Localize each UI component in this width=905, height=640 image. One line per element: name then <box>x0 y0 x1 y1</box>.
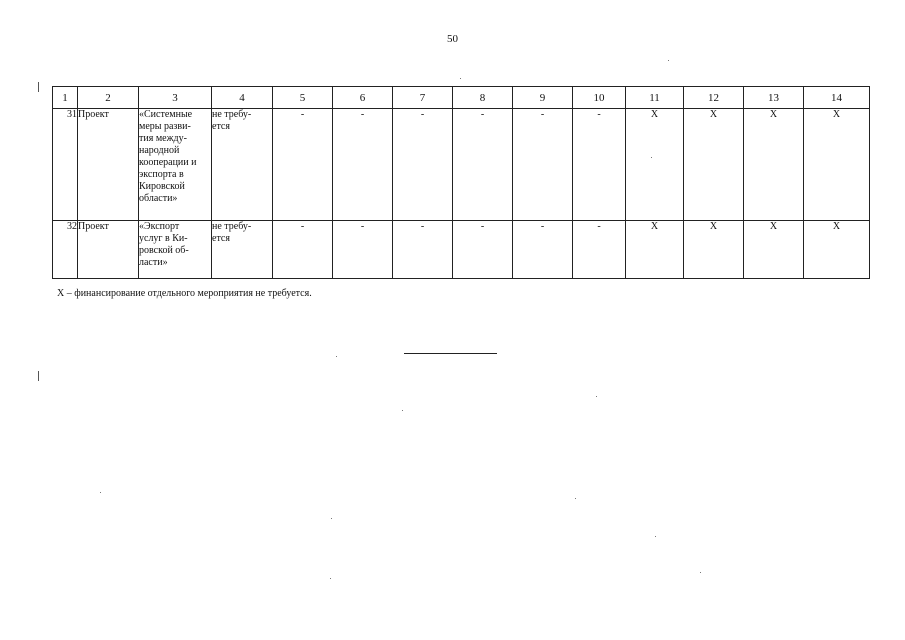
column-header: 6 <box>333 87 393 109</box>
name-line: «Системные <box>139 109 193 120</box>
x-mark-cell: X <box>626 109 684 221</box>
data-table <box>52 86 870 279</box>
name-line: ровской об- <box>139 245 189 256</box>
name-line: области» <box>139 193 178 204</box>
financing-line: ется <box>212 121 230 132</box>
row-financing <box>212 109 273 221</box>
page-number: 50 <box>447 33 458 45</box>
scan-speck <box>402 410 403 411</box>
x-mark-cell: X <box>684 221 744 279</box>
name-line: тия между- <box>139 133 187 144</box>
financing-line: ется <box>212 233 230 244</box>
column-header: 10 <box>573 87 626 109</box>
column-header: 5 <box>273 87 333 109</box>
column-header: 4 <box>212 87 273 109</box>
scan-speck <box>100 492 101 493</box>
dash-cell: - <box>273 109 333 221</box>
row-number: 31 <box>53 109 78 221</box>
name-line: кооперации и <box>139 157 197 168</box>
scan-speck <box>330 578 331 579</box>
dash-cell: - <box>573 221 626 279</box>
financing-line: не требу- <box>212 221 252 232</box>
table-row <box>53 221 870 279</box>
column-header: 3 <box>139 87 212 109</box>
scan-speck <box>460 78 461 79</box>
column-header: 13 <box>744 87 804 109</box>
scan-speck <box>700 572 701 573</box>
x-mark-cell: X <box>804 221 870 279</box>
scan-speck <box>668 60 669 61</box>
dash-cell: - <box>393 221 453 279</box>
dash-cell: - <box>273 221 333 279</box>
name-line: ласти» <box>139 257 168 268</box>
footnote: Х – финансирование отдельного мероприятия не требуется. <box>57 288 312 299</box>
name-line: услуг в Ки- <box>139 233 188 244</box>
dash-cell: - <box>453 221 513 279</box>
column-header: 9 <box>513 87 573 109</box>
name-line: меры разви- <box>139 121 191 132</box>
dash-cell: - <box>573 109 626 221</box>
column-header: 2 <box>78 87 139 109</box>
x-mark-cell: X <box>684 109 744 221</box>
dash-cell: - <box>513 221 573 279</box>
column-header: 8 <box>453 87 513 109</box>
financing-line: не требу- <box>212 109 252 120</box>
name-line: экспорта в <box>139 169 184 180</box>
dash-cell: - <box>513 109 573 221</box>
scan-speck <box>331 518 332 519</box>
dash-cell: - <box>333 221 393 279</box>
column-header: 14 <box>804 87 870 109</box>
data-table-container <box>52 86 870 279</box>
dash-cell: - <box>333 109 393 221</box>
table-header-row <box>53 87 870 109</box>
x-mark-cell: X <box>744 221 804 279</box>
scan-speck <box>655 536 656 537</box>
name-line: «Экспорт <box>139 221 180 232</box>
column-header: 1 <box>53 87 78 109</box>
scan-speck <box>575 498 576 499</box>
column-header: 7 <box>393 87 453 109</box>
table-row <box>53 109 870 221</box>
margin-mark <box>38 371 39 381</box>
row-number: 32 <box>53 221 78 279</box>
margin-mark <box>38 82 39 92</box>
name-line: народной <box>139 145 180 156</box>
x-mark-cell: X <box>744 109 804 221</box>
row-name <box>139 221 212 279</box>
dash-cell: - <box>453 109 513 221</box>
x-mark-cell: X <box>804 109 870 221</box>
row-type: Проект <box>78 109 139 221</box>
row-name <box>139 109 212 221</box>
row-financing <box>212 221 273 279</box>
scan-speck <box>336 356 337 357</box>
column-header: 11 <box>626 87 684 109</box>
scan-speck <box>651 157 652 158</box>
x-mark-cell: X <box>626 221 684 279</box>
name-line: Кировской <box>139 181 185 192</box>
dash-cell: - <box>393 109 453 221</box>
row-type: Проект <box>78 221 139 279</box>
end-of-document-line <box>404 353 497 354</box>
scan-speck <box>596 396 597 397</box>
column-header: 12 <box>684 87 744 109</box>
